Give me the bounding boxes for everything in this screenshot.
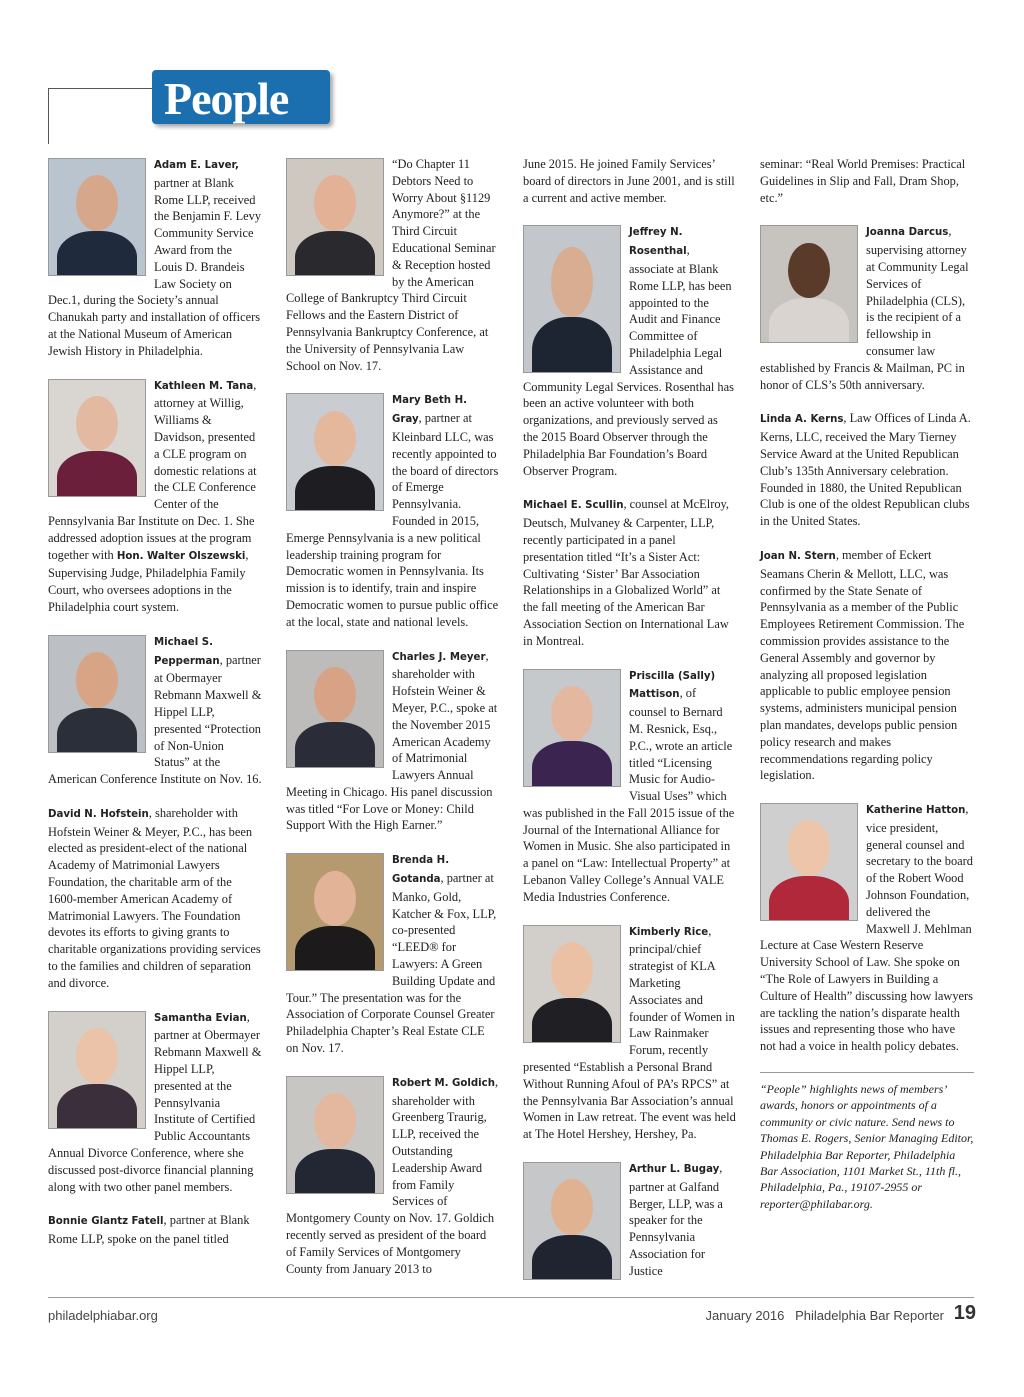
headshot-torso	[295, 1149, 376, 1194]
headshot-face	[76, 1028, 118, 1084]
headshot-face	[788, 820, 830, 876]
item-text: , attorney at Willig, Williams & Davidson, presented a CLE program on domestic relations at the CLE Conference Center of the Pennsylvania Bar Institute on Dec. 1. She addressed adoption issues at the program together with	[48, 377, 257, 562]
headshot-photo	[523, 669, 621, 787]
news-item	[48, 1212, 262, 1248]
section-title: People	[164, 73, 289, 124]
column-4	[760, 156, 974, 1212]
news-item	[760, 410, 974, 530]
member-name: Michael S. Pepperman	[154, 636, 220, 667]
header-rule-horizontal	[48, 88, 152, 89]
headshot-photo	[286, 650, 384, 768]
headshot-photo	[286, 158, 384, 276]
news-item	[523, 1160, 736, 1282]
item-text: , shareholder with Greenberg Traurig, LLP, received the Outstanding Leadership Award from Family Services of Montgomery County on Nov. 17. Goldich recently served as president of the board of Family Services of Montgomery County from January 2013 to	[286, 1074, 499, 1276]
item-text: , supervising attorney at Community Legal Services of Philadelphia (CLS), is the recipient of a fellowship in consumer law established by Francis & Mailman, PC in honor of CLS’s 50th anniversary.	[760, 224, 969, 392]
member-name: Charles J. Meyer	[392, 651, 486, 663]
item-text: , partner at Blank Rome LLP, spoke on the panel titled	[48, 1213, 250, 1247]
headshot-photo	[523, 925, 621, 1043]
item-text: , associate at Blank Rome LLP, has been appointed to the Audit and Finance Committee of Philadelphia Legal Assistance and Community Legal Services. Rosenthal has been an active volunteer with both organizations, and previously served as the 2015 Board Observer through the Philadelphia Bar Foundation’s Board Observer Program.	[523, 243, 734, 478]
headshot-face	[314, 1093, 356, 1149]
news-item	[48, 805, 262, 992]
news-item	[286, 391, 499, 630]
submission-note: “People” highlights news of members’ awards, honors or appointments of a community or civic nature. Send news to Thomas E. Rogers, Senior Managing Editor, Philadelphia Bar Reporter, Philadelphia Bar Association, 1101 Market St., 11th fl., Philadelphia, Pa., 19107-2955 or reporter@philabar.org.	[760, 1072, 974, 1212]
member-name: Bonnie Glantz Fatell	[48, 1216, 164, 1228]
item-text: , counsel at McElroy, Deutsch, Mulvaney & Carpenter, LLP, recently participated in a panel presentation titled “It’s a Sister Act: Cultivating ‘Sister’ Bar Association Relationships in a Globalized World” at the fall meeting of the American Bar Association Section on International Law in Montreal.	[523, 497, 730, 648]
headshot-photo	[286, 393, 384, 511]
headshot-torso	[57, 451, 138, 496]
headshot-photo	[523, 1162, 621, 1280]
news-item	[760, 223, 974, 393]
member-name: Samantha Evian	[154, 1012, 247, 1024]
news-item	[523, 667, 736, 906]
news-item	[523, 156, 736, 206]
headshot-photo	[760, 225, 858, 343]
item-text: , partner at Galfand Berger, LLP, was a speaker for the Pennsylvania Association for Justice	[629, 1161, 723, 1278]
news-item	[760, 547, 974, 784]
header-rule-vertical	[48, 88, 49, 144]
member-name: Brenda H. Gotanda	[392, 855, 450, 886]
headshot-face	[551, 1179, 593, 1235]
column-1	[48, 156, 262, 1265]
member-name: Kimberly Rice	[629, 926, 709, 938]
member-name: Katherine Hatton	[866, 805, 966, 817]
headshot-face	[788, 243, 830, 299]
item-text: , Law Offices of Linda A. Kerns, LLC, received the Mary Tierney Service Award at the United Republican Club’s 135th Anniversary celebration. Founded in 1880, the United Republican Club is one of the oldest Republican clubs in the United States.	[760, 411, 971, 529]
item-text: , vice president, general counsel and secretary to the board of the Robert Wood Johnson Foundation, delivered the Maxwell J. Mehlman Lecture at Case Western Reserve University School of Law. She spoke on “The Role of Lawyers in Building a Culture of Health” discussing how lawyers are tackling the nation’s disparate health issues and representing those who have not had a voice in health policy debates.	[760, 802, 974, 1054]
news-item	[760, 801, 974, 1055]
footer-url[interactable]: philadelphiabar.org	[48, 1308, 158, 1323]
member-name: Michael E. Scullin	[523, 500, 624, 512]
headshot-photo	[523, 225, 621, 373]
headshot-face	[76, 175, 118, 231]
news-item	[286, 648, 499, 835]
member-name: Joanna Darcus	[866, 227, 949, 239]
headshot-torso	[57, 708, 138, 753]
item-text: , shareholder with Hofstein Weiner & Meyer, P.C., has been elected as president-elect of the national Academy of Matrimonial Lawyers Foundation, the charitable arm of the 1600-member American Academy of Matrimonial Lawyers. The Foundation devotes its efforts to giving grants to charitable organizations providing services to the families and children of separation and divorce.	[48, 805, 261, 990]
member-name: Mary Beth H. Gray	[392, 395, 467, 426]
item-text: , of counsel to Bernard M. Resnick, Esq., P.C., wrote an article titled “Licensing Music for Audio-Visual Uses” which was published in the Fall 2015 issue of the Journal of the International Alliance for Women in Music. She also participated in a panel on “Law: Intellectual Property” at Lebanon Valley College’s Annual VALE Media Industries Conference.	[523, 686, 735, 904]
page-number: 19	[953, 1302, 976, 1324]
news-item	[48, 633, 262, 788]
headshot-torso	[532, 1235, 613, 1280]
headshot-face	[314, 667, 356, 723]
headshot-face	[314, 871, 356, 927]
item-text: , partner at Manko, Gold, Katcher & Fox, LLP, co-presented “LEED® for Lawyers: A Green Building Update and Tour.” The presentation was for the Association of Corporate Counsel Greater Philadelphia Chapter’s Real Estate CLE on Nov. 17.	[286, 871, 497, 1056]
headshot-face	[551, 686, 593, 742]
headshot-torso	[532, 998, 613, 1043]
headshot-photo	[48, 158, 146, 276]
headshot-photo	[760, 803, 858, 921]
section-banner	[152, 70, 330, 124]
headshot-torso	[295, 231, 376, 276]
headshot-face	[76, 652, 118, 708]
headshot-face	[314, 175, 356, 231]
column-3	[523, 156, 736, 1299]
headshot-torso	[57, 1084, 138, 1129]
headshot-photo	[48, 635, 146, 753]
headshot-torso	[532, 317, 613, 373]
member-name: Adam E. Laver,	[154, 160, 239, 171]
headshot-face	[76, 396, 118, 452]
news-item	[760, 156, 974, 206]
headshot-photo	[286, 853, 384, 971]
news-item	[48, 156, 262, 360]
item-text: , partner at Obermayer Rebmann Maxwell & Hippel LLP, presented at the Pennsylvania Institute of Certified Public Accountants Annual Divorce Conference, where she discussed post-divorce financial planning along with two other panel members.	[48, 1009, 262, 1194]
headshot-face	[551, 942, 593, 998]
news-item	[286, 156, 499, 374]
news-item	[523, 496, 736, 649]
headshot-photo	[48, 379, 146, 497]
headshot-torso	[295, 926, 376, 971]
member-name: Priscilla (Sally) Mattison	[629, 670, 716, 701]
member-name: Hon. Walter Olszewski	[116, 550, 246, 562]
member-name: Joan N. Stern	[760, 550, 836, 562]
member-name: Robert M. Goldich	[392, 1077, 495, 1089]
headshot-face	[551, 247, 593, 317]
item-text: seminar: “Real World Premises: Practical Guidelines in Slip and Fall, Dram Shop, etc.”	[760, 157, 966, 205]
headshot-torso	[769, 876, 850, 921]
footer-issue: January 2016 Philadelphia Bar Reporter	[705, 1308, 944, 1323]
headshot-face	[314, 411, 356, 467]
member-name: Arthur L. Bugay	[629, 1164, 720, 1176]
column-2	[286, 156, 499, 1294]
headshot-photo	[286, 1076, 384, 1194]
item-text: , shareholder with Hofstein Weiner & Meyer, P.C., spoke at the November 2015 American Academy of Matrimonial Lawyers Annual Meeting in Chicago. His panel discussion was titled “For Love or Money: Child Support With the High Earner.”	[286, 648, 498, 833]
headshot-torso	[769, 298, 850, 343]
news-item	[523, 923, 736, 1143]
news-item	[48, 377, 262, 616]
item-text: , partner at Obermayer Rebmann Maxwell & Hippel LLP, presented “Protection of Non-Union Status” at the American Conference Institute on Nov. 16.	[48, 652, 262, 787]
news-item	[286, 1074, 499, 1278]
headshot-torso	[295, 722, 376, 767]
headshot-photo	[48, 1011, 146, 1129]
item-text: , Supervising Judge, Philadelphia Family Court, who oversees adoptions in the Philadelphia court system.	[48, 547, 249, 614]
item-text: , partner at Kleinbard LLC, was recently appointed to the board of directors of Emerge Pennsylvania. Founded in 2015, Emerge Pennsylvania is a new political leadership training program for Democratic women in Pennsylvania. Its mission is to identify, train and inspire Democratic women to pursue public office at the local, state and national levels.	[286, 411, 499, 629]
headshot-torso	[57, 231, 138, 276]
member-name: David N. Hofstein	[48, 808, 149, 820]
member-name: Kathleen M. Tana	[154, 380, 254, 392]
headshot-torso	[532, 741, 613, 786]
item-text: “Do Chapter 11 Debtors Need to Worry About §1129 Anymore?” at the Third Circuit Educational Seminar & Reception hosted by the American College of Bankruptcy Third Circuit Fellows and the Eastern District of Pennsylvania Bankruptcy Conference, at the University of Pennsylvania Law School on Nov. 17.	[286, 157, 496, 373]
item-text: June 2015. He joined Family Services’ board of directors in June 2001, and is still a current and active member.	[523, 157, 735, 205]
item-text: , member of Eckert Seamans Cherin & Mellott, LLC, was confirmed by the State Senate of Pennsylvania as a member of the Public Employees Retirement Commission. The commission provides assistance to the General Assembly and governor by analyzing all proposed legislation applicable to public employee pension systems, administers municipal pension plan mandates, develops public pension policy research and makes recommendations regarding policy legislation.	[760, 547, 965, 783]
member-name: Jeffrey N. Rosenthal	[629, 227, 687, 258]
item-text: , principal/chief strategist of KLA Marketing Associates and founder of Women in Law Rainmaker Forum, recently presented “Establish a Personal Brand Without Running Afoul of PA’s RPCS” at the Pennsylvania Bar Association’s annual Women in Law retreat. The event was held at The Hotel Hershey, Hershey, Pa.	[523, 923, 736, 1142]
news-item	[286, 851, 499, 1057]
item-text: partner at Blank Rome LLP, received the Benjamin F. Levy Community Service Award from the Louis D. Brandeis Law Society on Dec.1, during the Society’s annual Chanukah party and installation of officers at the National Museum of American Jewish History in Philadelphia.	[48, 175, 262, 358]
member-name: Linda A. Kerns	[760, 414, 844, 426]
headshot-torso	[295, 466, 376, 511]
news-item	[523, 223, 736, 479]
news-item	[48, 1009, 262, 1196]
footer-rule	[48, 1297, 974, 1298]
